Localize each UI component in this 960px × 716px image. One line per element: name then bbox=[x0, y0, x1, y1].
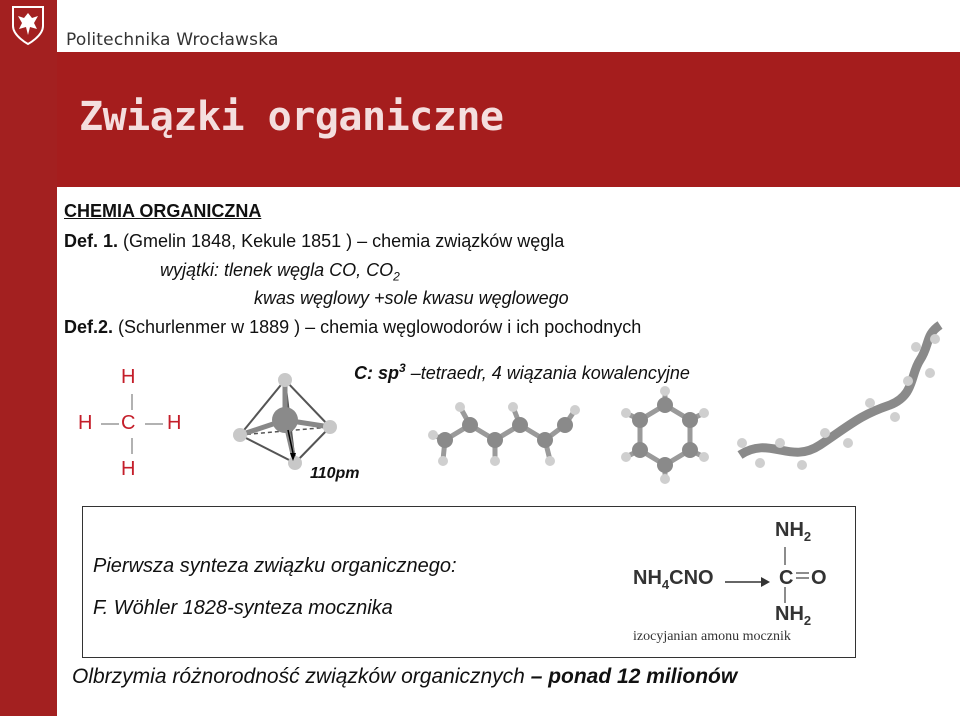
title-band bbox=[57, 52, 960, 187]
reaction-caption: izocyjanian amonu mocznik bbox=[633, 629, 791, 644]
brand-name: Politechnika Wrocławska bbox=[66, 30, 279, 50]
footer-bold: – ponad 12 milionów bbox=[530, 665, 738, 688]
methane-bonds bbox=[95, 390, 175, 460]
definition-1 bbox=[64, 231, 564, 252]
methane-h-bottom: H bbox=[121, 458, 136, 480]
methane-h-top: H bbox=[121, 366, 136, 388]
sp3-superscript: 3 bbox=[399, 361, 406, 375]
bond-length-label: 110pm bbox=[310, 465, 360, 482]
nh2-top-sub: 2 bbox=[803, 529, 812, 544]
reaction-arrow-icon bbox=[725, 575, 771, 589]
sp3-prefix: C: sp bbox=[354, 363, 399, 383]
methane-h-right: H bbox=[167, 412, 182, 434]
benzene-model bbox=[620, 385, 710, 485]
urea-bonds bbox=[773, 545, 833, 605]
urea-oxygen: O bbox=[811, 567, 827, 589]
tetrahedron-model bbox=[230, 365, 360, 475]
alkane-chain-model bbox=[425, 395, 585, 485]
footer-text: Olbrzymia różnorodność związków organicznych bbox=[72, 665, 531, 688]
urea-nh2-top bbox=[775, 519, 811, 544]
synthesis-line-2: F. Wöhler 1828-synteza mocznika bbox=[93, 597, 393, 619]
reactant-nh: NH bbox=[633, 567, 662, 589]
reactant-cno: CNO bbox=[669, 567, 714, 589]
eagle-shield-icon bbox=[10, 4, 46, 46]
section-heading: CHEMIA ORGANICZNA bbox=[64, 201, 262, 221]
nh2-top-text: NH bbox=[775, 519, 804, 541]
def2-text: (Schurlenmer w 1889 ) – chemia węglowodorów i ich pochodnych bbox=[113, 317, 642, 337]
nh2-bottom-text: NH bbox=[775, 603, 804, 625]
logo bbox=[0, 0, 57, 50]
def2-label: Def.2. bbox=[64, 317, 114, 337]
sp3-line bbox=[354, 361, 690, 384]
reactant-formula bbox=[633, 567, 714, 592]
synthesis-line-1: Pierwsza synteza związku organicznego: bbox=[93, 555, 457, 577]
slide-title: Związki organiczne bbox=[79, 94, 504, 140]
urea-nh2-bottom bbox=[775, 603, 811, 628]
urea-reaction bbox=[633, 515, 853, 645]
footer-statement bbox=[72, 665, 737, 689]
nh2-bottom-sub: 2 bbox=[803, 613, 812, 628]
co2-subscript: 2 bbox=[393, 269, 400, 284]
polymer-chain-model bbox=[730, 315, 950, 480]
def1-text: (Gmelin 1848, Kekule 1851 ) – chemia związków węgla bbox=[118, 231, 565, 251]
urea-carbon: C bbox=[779, 567, 794, 589]
exceptions-text: wyjątki: tlenek węgla CO, CO bbox=[160, 260, 394, 280]
exceptions-line-2: kwas węglowy +sole kwasu węglowego bbox=[254, 288, 569, 308]
synthesis-box bbox=[82, 506, 856, 658]
exceptions-line bbox=[160, 260, 400, 284]
sp3-rest: –tetraedr, 4 wiązania kowalencyjne bbox=[405, 363, 690, 383]
left-accent-bar bbox=[0, 0, 57, 716]
def1-label: Def. 1. bbox=[64, 231, 119, 251]
definition-2 bbox=[64, 317, 641, 338]
methane-carbon: C bbox=[121, 412, 136, 434]
reactant-sub: 4 bbox=[661, 577, 670, 592]
methane-h-left: H bbox=[78, 412, 93, 434]
